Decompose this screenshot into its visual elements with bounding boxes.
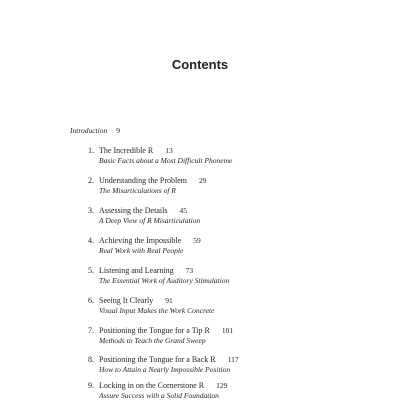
chapter-subtitle: Assure Success with a Solid Foundation [99,391,219,400]
chapter-page-number: 45 [179,206,187,215]
chapter-number: 6. [88,296,94,305]
chapter-page-number: 101 [221,326,234,335]
chapter-title: Seeing It Clearly [99,296,154,305]
introduction-page-number: 9 [116,126,120,135]
chapter-subtitle: A Deep View of R Misarticulation [99,216,201,225]
chapter-number: 3. [88,206,94,215]
chapter-page-number: 13 [165,146,173,155]
chapter-subtitle: Real Work with Real People [99,246,184,255]
chapter-subtitle: How to Attain a Nearly Impossible Position [99,365,231,374]
chapter-title: Understanding the Problem [99,176,187,185]
chapter-page-number: 129 [216,381,228,390]
chapter-page-number: 73 [185,266,194,275]
chapter-title: Achieving the Impossible [99,236,182,245]
chapter-number: 7. [88,326,94,335]
chapter-page-number: 117 [227,355,239,364]
chapter-title: Locking in on the Cornerstone R [99,381,205,390]
chapter-subtitle: Visual Input Makes the Work Concrete [99,306,215,315]
introduction-label: Introduction [70,126,108,135]
chapter-number: 2. [88,176,94,185]
chapter-page-number: 59 [193,236,201,245]
chapter-page-number: 29 [198,176,207,185]
chapter-subtitle: The Misarticulations of R [99,186,176,195]
chapter-title: The Incredible R [99,146,154,155]
page-title: Contents [171,57,229,72]
chapter-subtitle: Basic Facts about a Most Difficult Phoneme [99,156,233,165]
chapter-title: Assessing the Details [99,206,168,215]
chapter-number: 4. [88,236,94,245]
chapter-number: 8. [88,355,94,364]
chapter-subtitle: The Essential Work of Auditory Stimulation [99,276,230,285]
chapter-title: Positioning the Tongue for a Back R [99,355,216,364]
chapter-number: 9. [88,381,94,390]
chapter-title: Positioning the Tongue for a Tip R [99,326,210,335]
toc-introduction [70,126,120,135]
chapter-number: 1. [88,146,94,155]
chapter-subtitle: Methods to Teach the Grand Sweep [99,336,206,345]
chapter-number: 5. [88,266,94,275]
chapter-page-number: 91 [165,296,173,305]
chapter-title: Listening and Learning [99,266,174,275]
